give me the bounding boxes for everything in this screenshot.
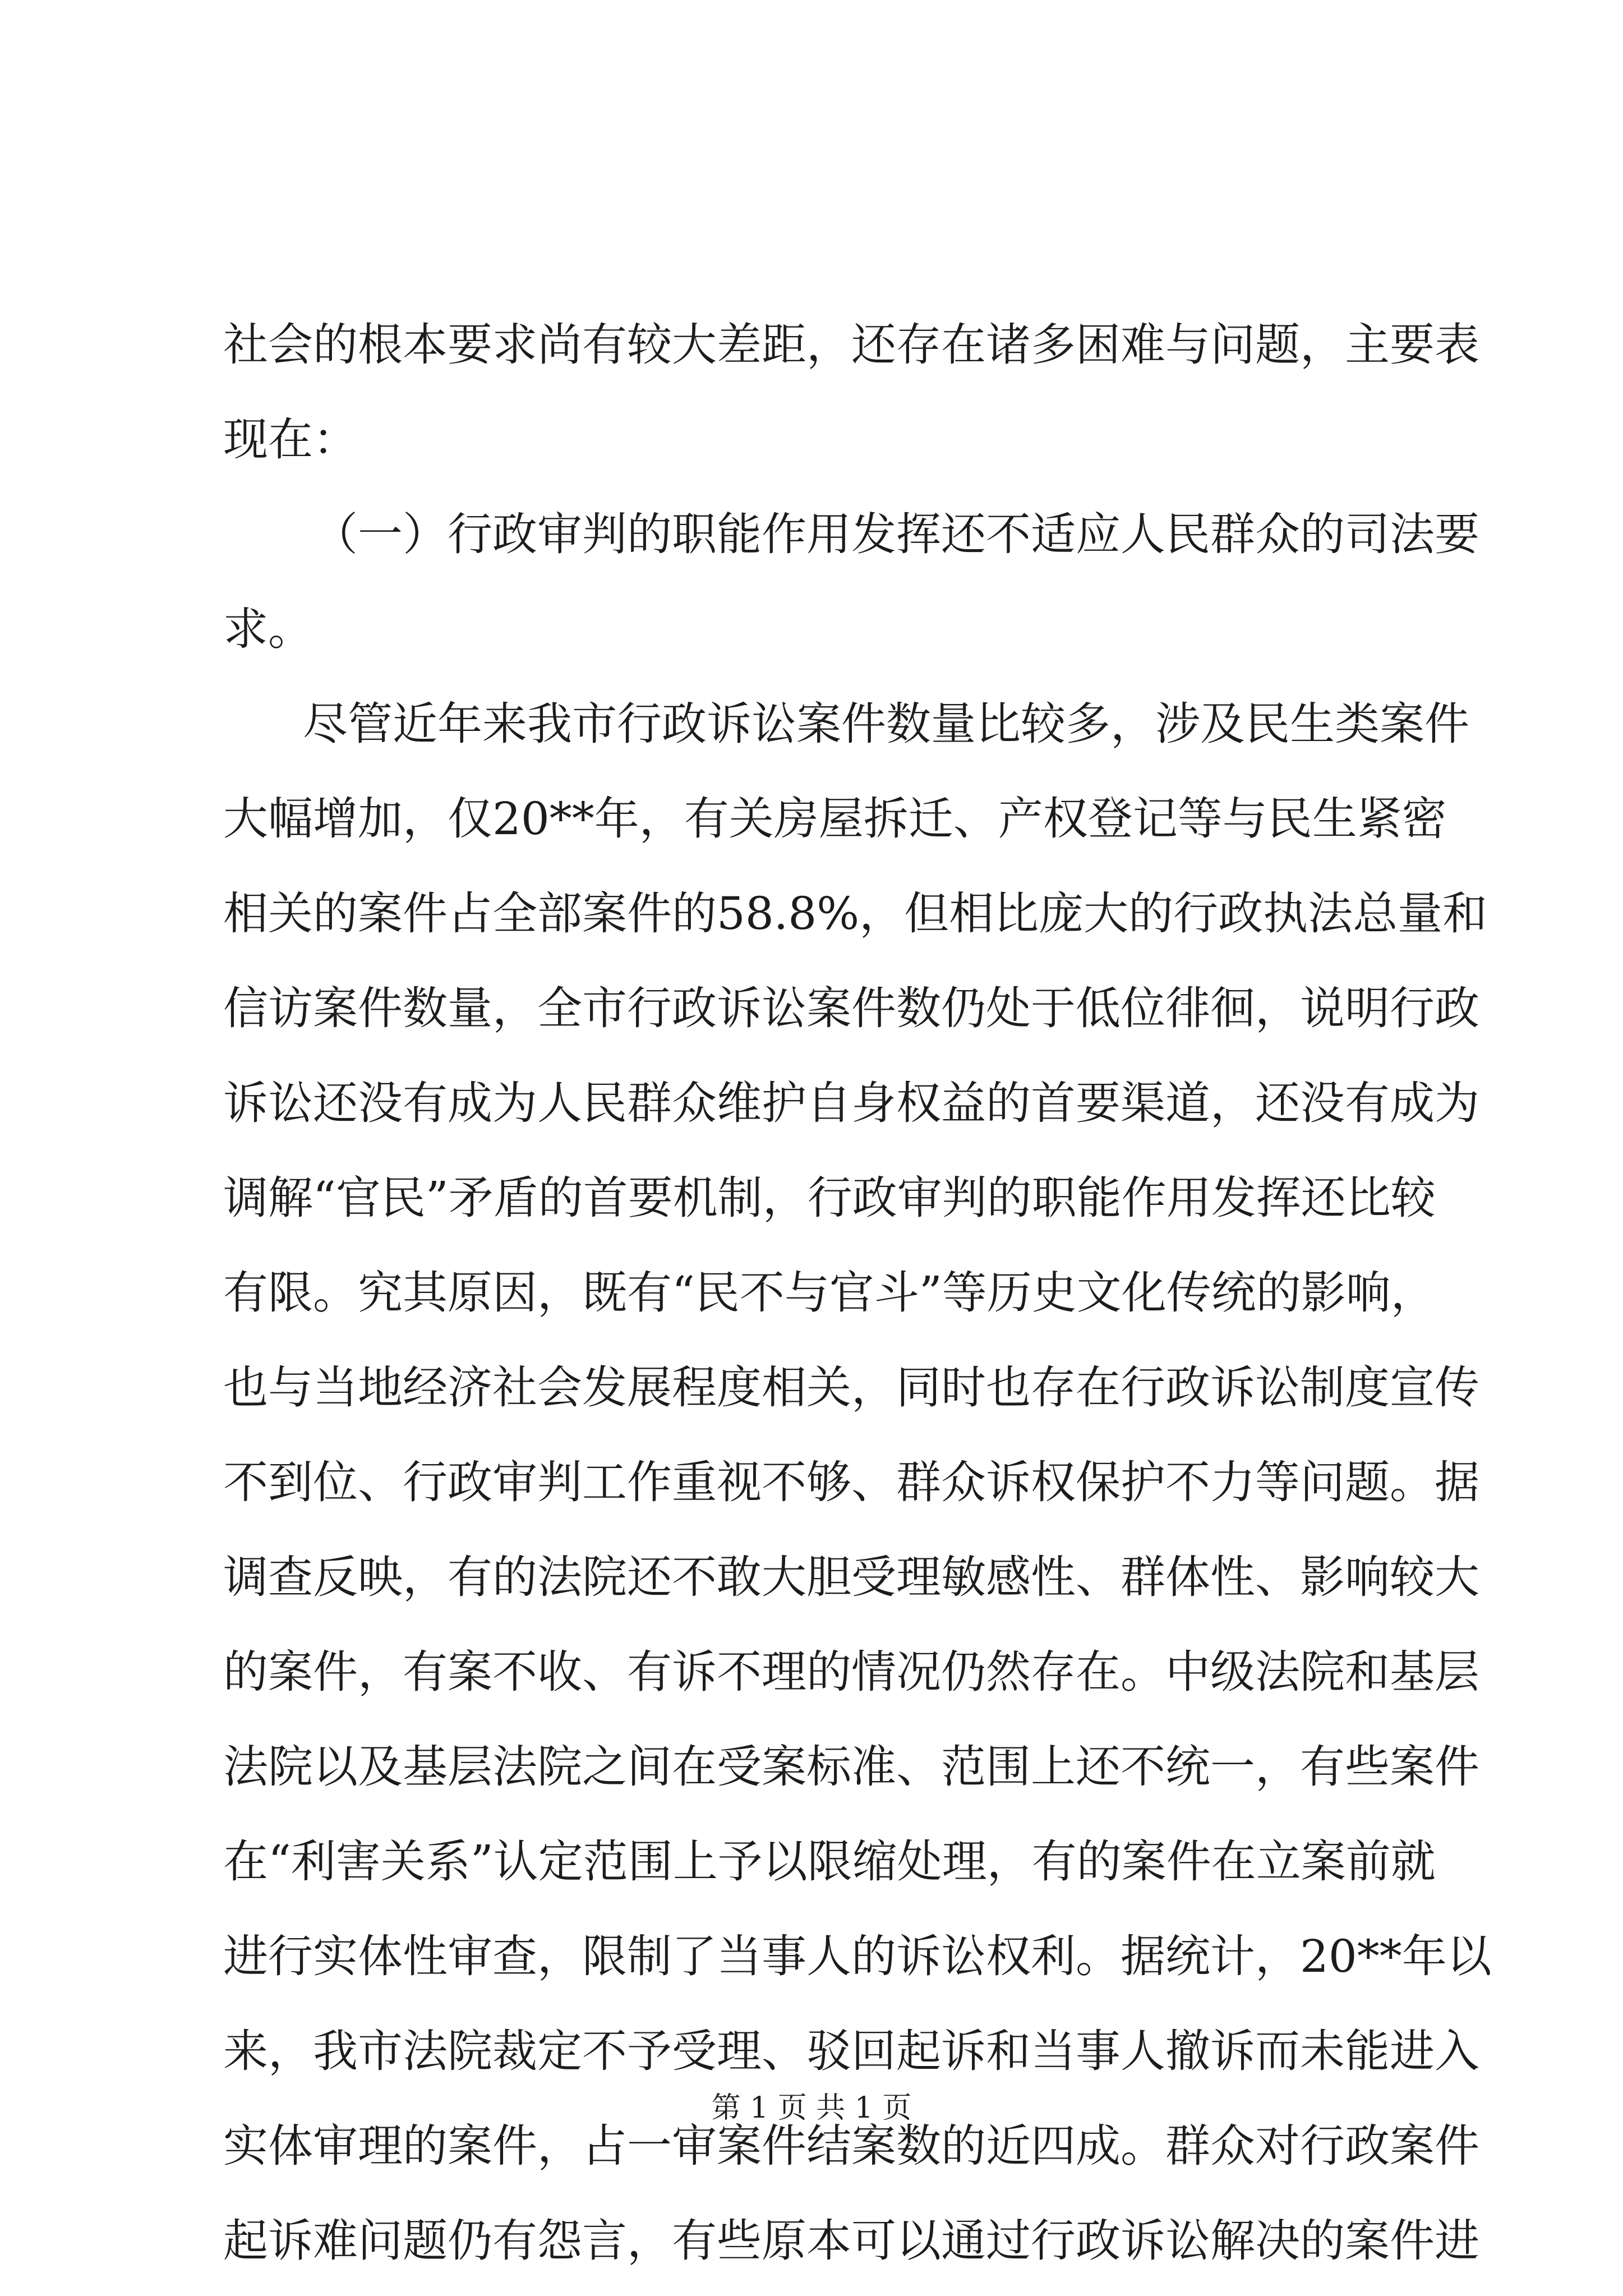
page-footer: 第 1 页 共 1 页: [711, 2091, 912, 2125]
text-line: 进行实体性审查，限制了当事人的诉讼权利。据统计，20**年以: [223, 1930, 1492, 1982]
text-line: 来，我市法院裁定不予受理、驳回起诉和当事人撤诉而未能进入: [223, 2025, 1479, 2077]
section-heading-line: （一）行政审判的职能作用发挥还不适应人民群众的司法要: [313, 508, 1479, 560]
text-line: 信访案件数量，全市行政诉讼案件数仍处于低位徘徊，说明行政: [223, 982, 1479, 1034]
section-heading-line: 求。: [223, 603, 313, 655]
text-line: 相关的案件占全部案件的58.8%，但相比庞大的行政执法总量和: [223, 887, 1488, 940]
text-line: 起诉难问题仍有怨言，有些原本可以通过行政诉讼解决的案件进: [223, 2215, 1479, 2267]
text-line: 实体审理的案件，占一审案件结案数的近四成。群众对行政案件: [223, 2120, 1479, 2172]
text-line: 大幅增加，仅20**年，有关房屋拆迁、产权登记等与民生紧密: [223, 793, 1447, 845]
text-line: 社会的根本要求尚有较大差距，还存在诸多困难与问题，主要表: [223, 319, 1479, 371]
text-line: 调解“官民”矛盾的首要机制，行政审判的职能作用发挥还比较: [223, 1172, 1436, 1224]
text-line: 不到位、行政审判工作重视不够、群众诉权保护不力等问题。据: [223, 1456, 1479, 1508]
text-line: 有限。究其原因，既有“民不与官斗”等历史文化传统的影响，: [223, 1267, 1436, 1319]
text-line: 调查反映，有的法院还不敢大胆受理敏感性、群体性、影响较大: [223, 1551, 1479, 1603]
text-line: 诉讼还没有成为人民群众维护自身权益的首要渠道，还没有成为: [223, 1077, 1479, 1129]
text-line: 尽管近年来我市行政诉讼案件数量比较多，涉及民生类案件: [303, 698, 1469, 750]
text-line: 的案件，有案不收、有诉不理的情况仍然存在。中级法院和基层: [223, 1646, 1479, 1698]
body-text: [223, 297, 1492, 2288]
text-line: 在“利害关系”认定范围上予以限缩处理，有的案件在立案前就: [223, 1835, 1436, 1888]
text-line: 法院以及基层法院之间在受案标准、范围上还不统一，有些案件: [223, 1741, 1479, 1793]
text-line: 也与当地经济社会发展程度相关，同时也存在行政诉讼制度宣传: [223, 1361, 1479, 1414]
text-line: 现在：: [223, 413, 358, 466]
